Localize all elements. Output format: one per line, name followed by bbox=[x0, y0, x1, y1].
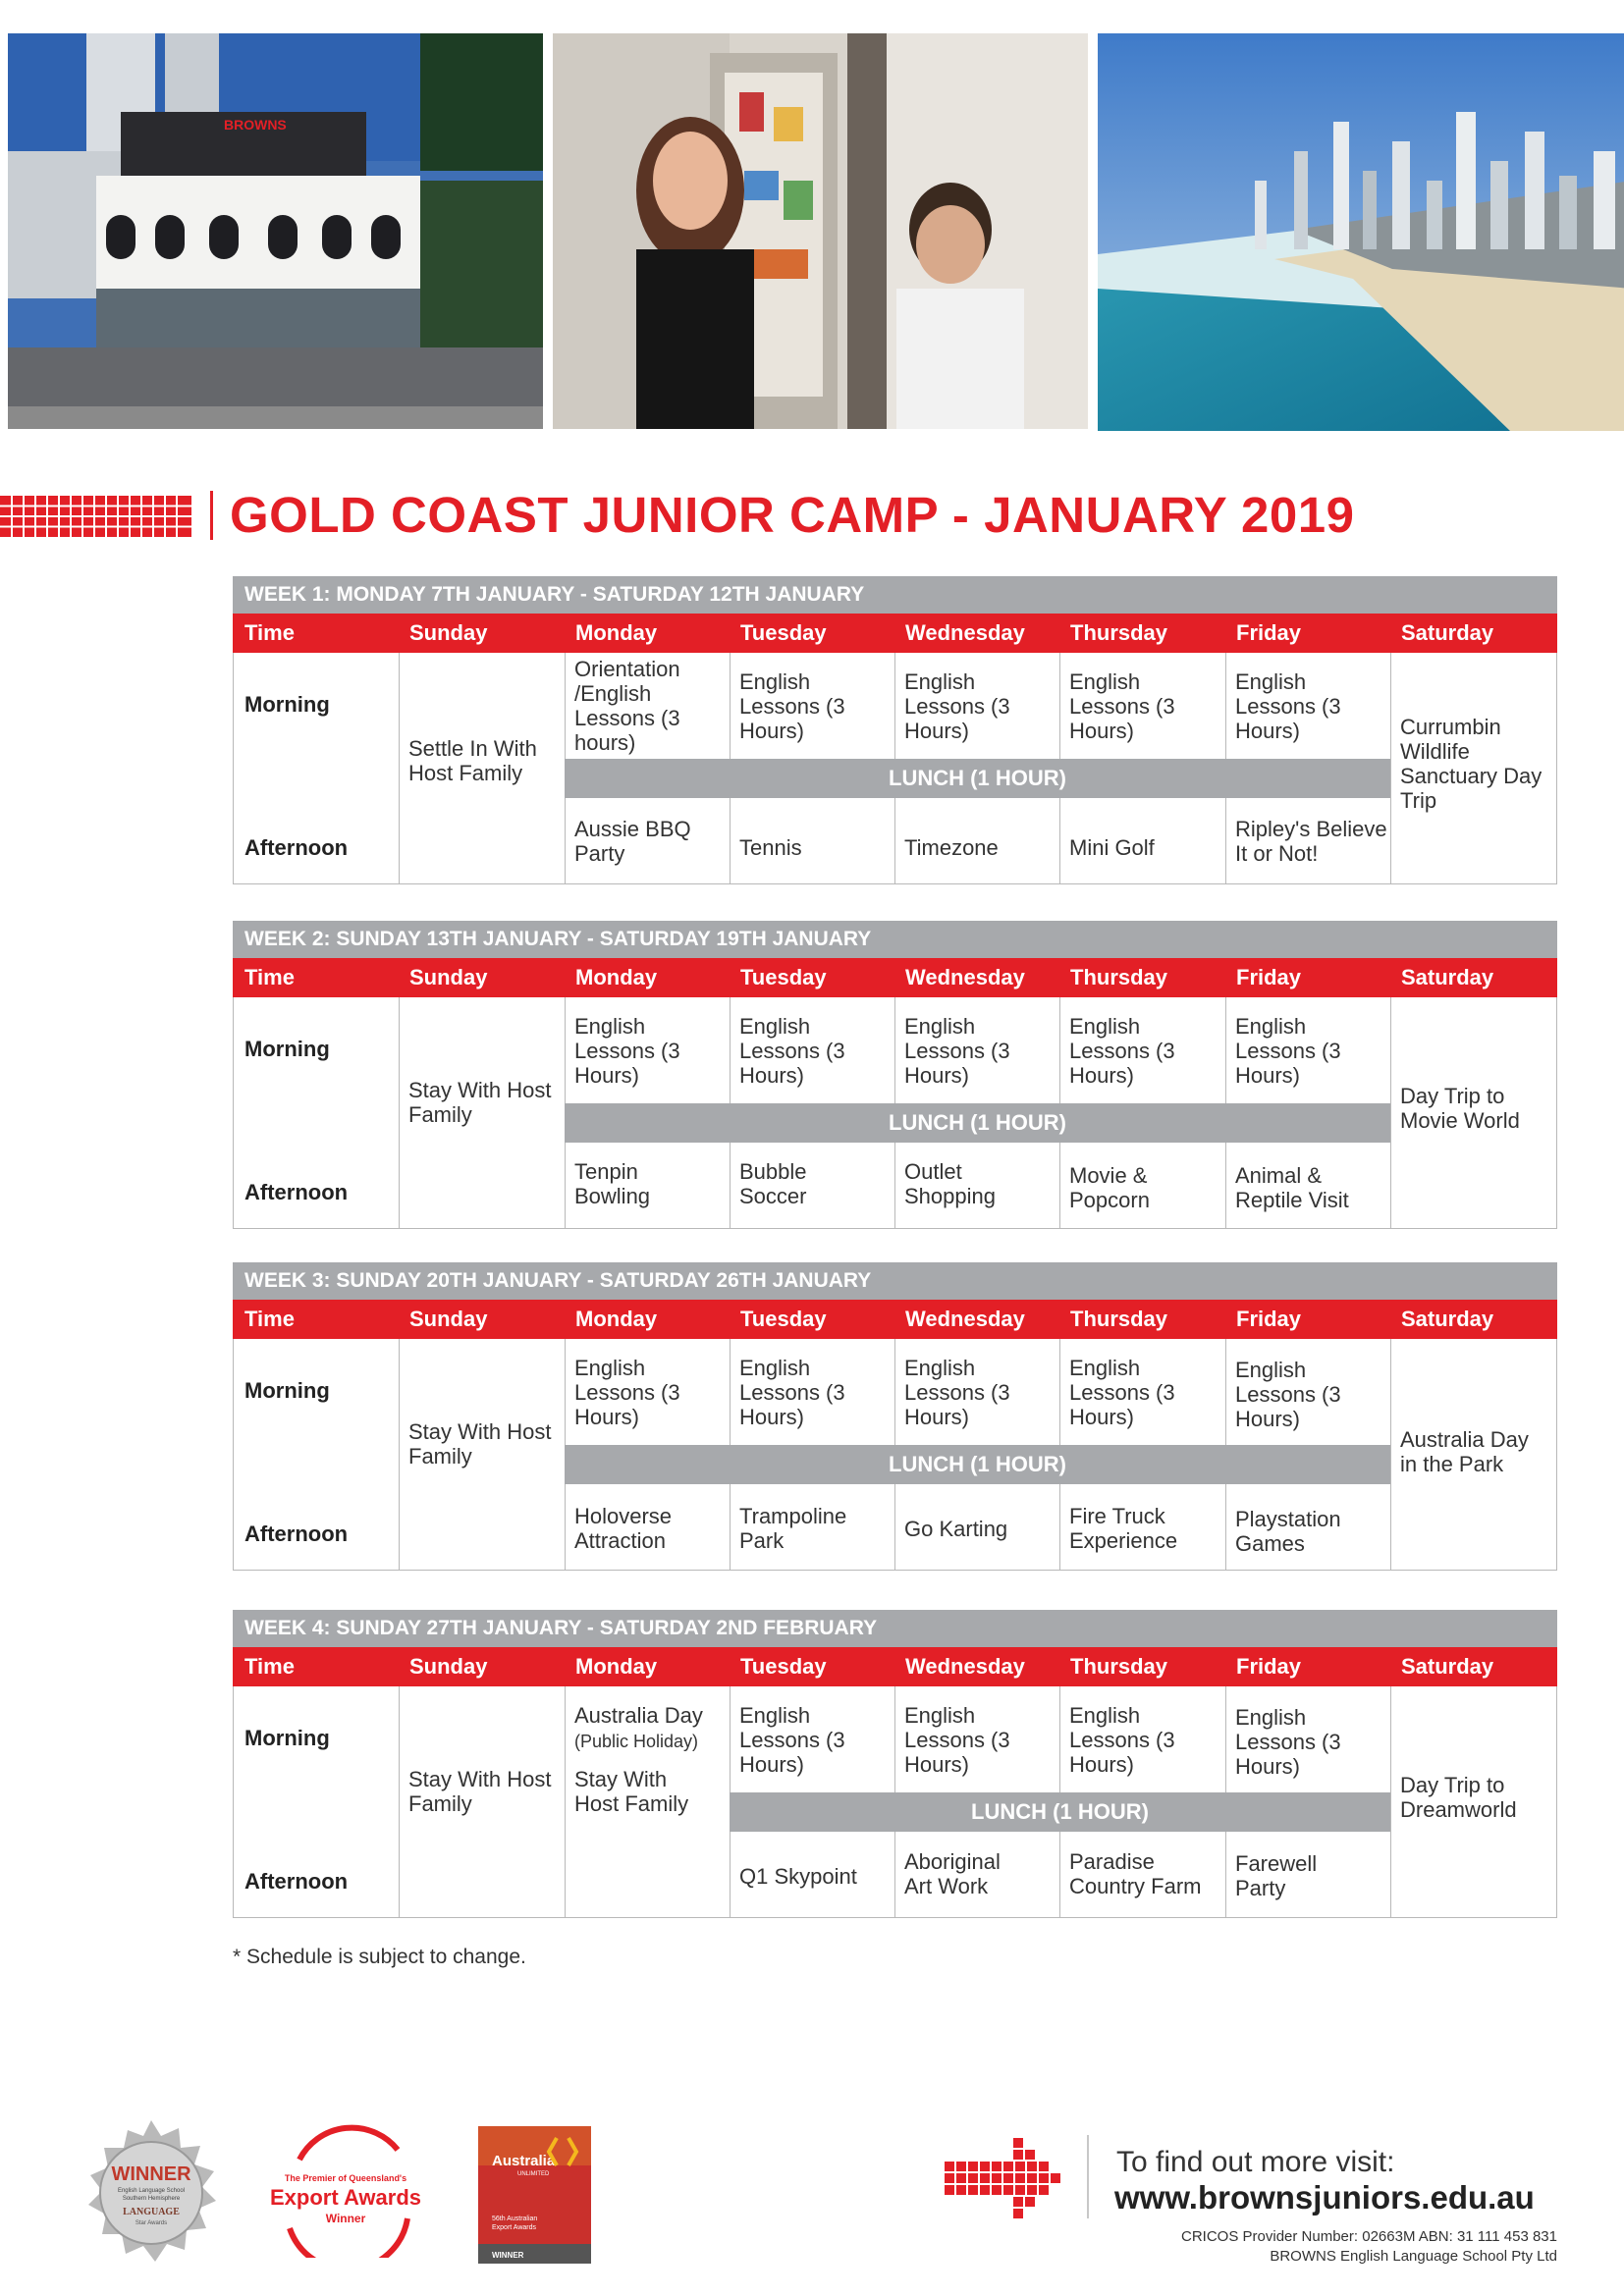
week-2-table bbox=[233, 921, 1557, 1229]
col-saturday: Saturday bbox=[1401, 1654, 1494, 1679]
col-wednesday: Wednesday bbox=[905, 1654, 1025, 1679]
tuesday-afternoon-cell: Q1 Skypoint bbox=[739, 1864, 857, 1889]
friday-afternoon-cell: Animal & Reptile Visit bbox=[1235, 1163, 1349, 1212]
thursday-afternoon-cell: Movie & Popcorn bbox=[1069, 1163, 1150, 1212]
afternoon-label: Afternoon bbox=[244, 1522, 349, 1546]
monday-morning-cell: English Lessons (3 Hours) bbox=[574, 1356, 680, 1429]
sunday-cell: Stay With Host Family bbox=[408, 1078, 552, 1127]
tuesday-morning-cell: English Lessons (3 Hours) bbox=[739, 1703, 845, 1777]
col-sunday: Sunday bbox=[409, 965, 488, 989]
winner-sub1: English Language School bbox=[117, 2188, 186, 2194]
cricos-text: CRICOS Provider Number: 02663M ABN: 31 111 453 831 bbox=[1181, 2228, 1557, 2245]
friday-morning-cell: English Lessons (3 Hours) bbox=[1235, 1705, 1341, 1779]
col-thursday: Thursday bbox=[1070, 620, 1168, 645]
col-tuesday: Tuesday bbox=[740, 1307, 827, 1331]
monday-holiday-note: (Public Holiday) bbox=[574, 1732, 699, 1751]
col-friday: Friday bbox=[1236, 1307, 1302, 1331]
col-wednesday: Wednesday bbox=[905, 965, 1025, 989]
thursday-afternoon-cell: Mini Golf bbox=[1069, 835, 1155, 860]
browns-grid-logo-icon bbox=[945, 2138, 1072, 2226]
monday-stay-cell: Stay With Host Family bbox=[574, 1767, 689, 1816]
col-monday: Monday bbox=[575, 965, 658, 989]
lunch-bar: LUNCH (1 HOUR) bbox=[730, 1792, 1390, 1832]
lunch-bar: LUNCH (1 HOUR) bbox=[565, 1103, 1390, 1143]
company-text: BROWNS English Language School Pty Ltd bbox=[1270, 2248, 1557, 2265]
photo-gold-coast-beach bbox=[1098, 33, 1624, 431]
monday-afternoon-cell: Holoverse Attraction bbox=[574, 1504, 673, 1553]
thursday-morning-cell: English Lessons (3 Hours) bbox=[1069, 1014, 1175, 1088]
website-link[interactable]: www.brownsjuniors.edu.au bbox=[1114, 2179, 1535, 2216]
tuesday-morning-cell: English Lessons (3 Hours) bbox=[739, 669, 845, 743]
col-wednesday: Wednesday bbox=[905, 1307, 1025, 1331]
winner-sub2: Southern Hemisphere bbox=[122, 2196, 181, 2202]
wednesday-morning-cell: English Lessons (3 Hours) bbox=[904, 1356, 1010, 1429]
wednesday-afternoon-cell: Timezone bbox=[904, 835, 999, 860]
title-grid-decoration bbox=[0, 496, 191, 537]
col-saturday: Saturday bbox=[1401, 1307, 1494, 1331]
saturday-cell: Day Trip to Movie World bbox=[1400, 1084, 1520, 1133]
wednesday-morning-cell: English Lessons (3 Hours) bbox=[904, 1014, 1010, 1088]
col-time: Time bbox=[244, 1654, 295, 1679]
thursday-afternoon-cell: Fire Truck Experience bbox=[1069, 1504, 1178, 1553]
aus-line1: Australia bbox=[492, 2153, 556, 2169]
week-1-table bbox=[233, 576, 1557, 884]
col-monday: Monday bbox=[575, 1307, 658, 1331]
footer-divider bbox=[1087, 2135, 1089, 2218]
aus-line3: 56th Australian bbox=[492, 2216, 538, 2222]
tuesday-afternoon-cell: Trampoline Park bbox=[739, 1504, 847, 1553]
export-awards-logo bbox=[260, 2120, 432, 2258]
morning-label: Morning bbox=[244, 1378, 330, 1403]
monday-afternoon-cell: Aussie BBQ Party bbox=[574, 817, 691, 866]
morning-label: Morning bbox=[244, 1037, 330, 1061]
lunch-bar: LUNCH (1 HOUR) bbox=[565, 759, 1390, 798]
export-line1: The Premier of Queensland's bbox=[284, 2173, 407, 2183]
schedule-note: * Schedule is subject to change. bbox=[233, 1946, 526, 1968]
monday-afternoon-cell: Tenpin Bowling bbox=[574, 1159, 651, 1208]
language-star-award-badge bbox=[77, 2118, 226, 2268]
col-wednesday: Wednesday bbox=[905, 620, 1025, 645]
wednesday-afternoon-cell: Go Karting bbox=[904, 1517, 1008, 1541]
browns-sign: BROWNS bbox=[224, 117, 287, 133]
day-header-row bbox=[233, 1647, 1557, 1686]
winner-brand2: Star Awards bbox=[135, 2220, 168, 2226]
photo-browns-building bbox=[8, 33, 543, 429]
col-time: Time bbox=[244, 620, 295, 645]
monday-morning-cell: English Lessons (3 Hours) bbox=[574, 1014, 680, 1088]
friday-morning-cell: English Lessons (3 Hours) bbox=[1235, 1014, 1341, 1088]
day-header-row bbox=[233, 958, 1557, 997]
friday-afternoon-cell: Farewell Party bbox=[1235, 1851, 1318, 1900]
morning-label: Morning bbox=[244, 692, 330, 717]
week-grid bbox=[233, 1686, 1557, 1918]
aus-line5: WINNER bbox=[492, 2251, 524, 2260]
tuesday-morning-cell: English Lessons (3 Hours) bbox=[739, 1356, 845, 1429]
col-thursday: Thursday bbox=[1070, 965, 1168, 989]
wednesday-morning-cell: English Lessons (3 Hours) bbox=[904, 669, 1010, 743]
tuesday-morning-cell: English Lessons (3 Hours) bbox=[739, 1014, 845, 1088]
thursday-afternoon-cell: Paradise Country Farm bbox=[1069, 1849, 1202, 1898]
col-time: Time bbox=[244, 965, 295, 989]
winner-text: WINNER bbox=[111, 2163, 191, 2185]
col-thursday: Thursday bbox=[1070, 1307, 1168, 1331]
friday-morning-cell: English Lessons (3 Hours) bbox=[1235, 669, 1341, 743]
afternoon-label: Afternoon bbox=[244, 1869, 349, 1894]
week-header: WEEK 2: SUNDAY 13TH JANUARY - SATURDAY 19TH JANUARY bbox=[233, 921, 1557, 958]
sunday-cell: Settle In With Host Family bbox=[408, 736, 537, 785]
wednesday-afternoon-cell: Aboriginal Art Work bbox=[904, 1849, 1001, 1898]
col-saturday: Saturday bbox=[1401, 965, 1494, 989]
visit-text: To find out more visit: bbox=[1116, 2146, 1395, 2178]
col-thursday: Thursday bbox=[1070, 1654, 1168, 1679]
saturday-cell: Currumbin Wildlife Sanctuary Day Trip bbox=[1400, 715, 1543, 813]
export-line3: Winner bbox=[325, 2212, 366, 2225]
aus-line4: Export Awards bbox=[492, 2224, 537, 2231]
sunday-cell: Stay With Host Family bbox=[408, 1419, 552, 1468]
col-sunday: Sunday bbox=[409, 1307, 488, 1331]
afternoon-label: Afternoon bbox=[244, 1180, 349, 1204]
week-header: WEEK 4: SUNDAY 27TH JANUARY - SATURDAY 2ND FEBRUARY bbox=[233, 1610, 1557, 1647]
tuesday-afternoon-cell: Bubble Soccer bbox=[739, 1159, 807, 1208]
sunday-cell: Stay With Host Family bbox=[408, 1767, 552, 1816]
tuesday-afternoon-cell: Tennis bbox=[739, 835, 802, 860]
day-header-row bbox=[233, 1300, 1557, 1339]
col-saturday: Saturday bbox=[1401, 620, 1494, 645]
monday-morning-cell: Orientation /English Lessons (3 hours) bbox=[574, 657, 680, 755]
col-friday: Friday bbox=[1236, 1654, 1302, 1679]
col-sunday: Sunday bbox=[409, 1654, 488, 1679]
col-tuesday: Tuesday bbox=[740, 620, 827, 645]
col-friday: Friday bbox=[1236, 965, 1302, 989]
col-tuesday: Tuesday bbox=[740, 1654, 827, 1679]
saturday-cell: Australia Day in the Park bbox=[1400, 1427, 1529, 1476]
monday-holiday-cell: Australia Day bbox=[574, 1703, 703, 1728]
day-header-row bbox=[233, 614, 1557, 653]
australia-unlimited-award bbox=[478, 2126, 591, 2264]
lunch-bar: LUNCH (1 HOUR) bbox=[565, 1445, 1390, 1484]
thursday-morning-cell: English Lessons (3 Hours) bbox=[1069, 1703, 1175, 1777]
week-grid bbox=[233, 997, 1557, 1229]
week-3-table bbox=[233, 1262, 1557, 1571]
col-monday: Monday bbox=[575, 1654, 658, 1679]
col-sunday: Sunday bbox=[409, 620, 488, 645]
col-monday: Monday bbox=[575, 620, 658, 645]
thursday-morning-cell: English Lessons (3 Hours) bbox=[1069, 669, 1175, 743]
col-time: Time bbox=[244, 1307, 295, 1331]
week-grid bbox=[233, 653, 1557, 884]
col-friday: Friday bbox=[1236, 620, 1302, 645]
week-4-table bbox=[233, 1610, 1557, 1918]
friday-afternoon-cell: Playstation Games bbox=[1235, 1507, 1341, 1556]
export-line2: Export Awards bbox=[269, 2185, 422, 2210]
saturday-cell: Day Trip to Dreamworld bbox=[1400, 1773, 1517, 1822]
friday-afternoon-cell: Ripley's Believe It or Not! bbox=[1235, 817, 1387, 866]
title-divider bbox=[210, 491, 213, 540]
wednesday-morning-cell: English Lessons (3 Hours) bbox=[904, 1703, 1010, 1777]
afternoon-label: Afternoon bbox=[244, 835, 349, 860]
friday-morning-cell: English Lessons (3 Hours) bbox=[1235, 1358, 1341, 1431]
week-grid bbox=[233, 1339, 1557, 1571]
thursday-morning-cell: English Lessons (3 Hours) bbox=[1069, 1356, 1175, 1429]
aus-line2: UNLIMITED bbox=[517, 2171, 550, 2177]
wednesday-afternoon-cell: Outlet Shopping bbox=[904, 1159, 996, 1208]
page-title: GOLD COAST JUNIOR CAMP - JANUARY 2019 bbox=[230, 487, 1355, 543]
week-header: WEEK 3: SUNDAY 20TH JANUARY - SATURDAY 26TH JANUARY bbox=[233, 1262, 1557, 1300]
col-tuesday: Tuesday bbox=[740, 965, 827, 989]
winner-brand: LANGUAGE bbox=[123, 2207, 180, 2217]
week-header: WEEK 1: MONDAY 7TH JANUARY - SATURDAY 12TH JANUARY bbox=[233, 576, 1557, 614]
morning-label: Morning bbox=[244, 1726, 330, 1750]
photo-students-kitchen bbox=[553, 33, 1088, 429]
